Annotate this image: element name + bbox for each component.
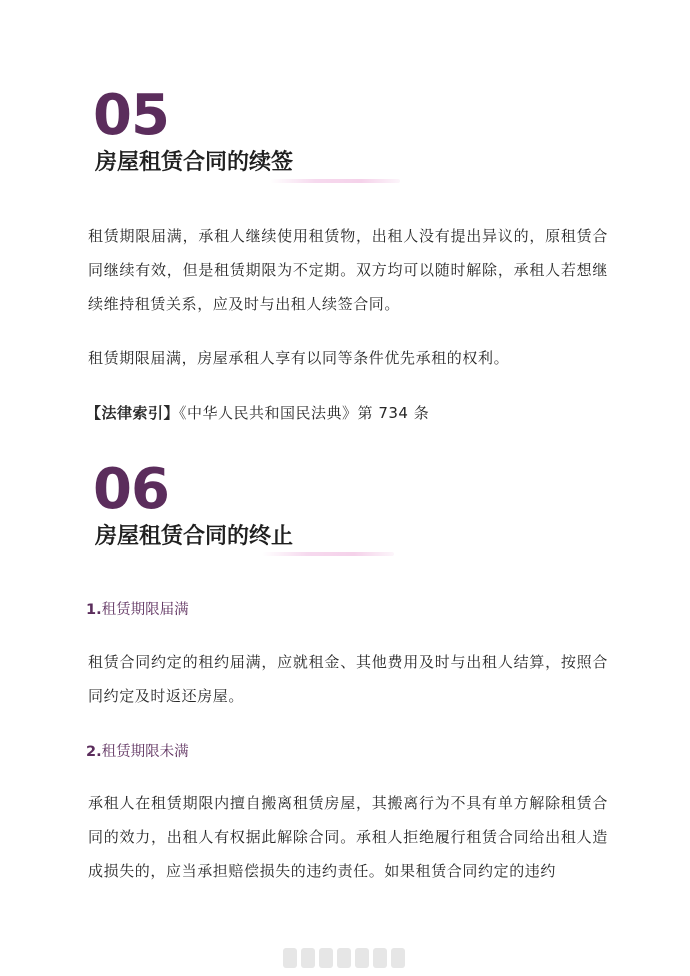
- subheading-text: 租赁期限届满: [101, 602, 189, 618]
- paragraph-renewal-1: 租赁期限届满，承租人继续使用租赁物，出租人没有提出异议的，原租赁合同继续有效，但是租赁期限为不定期。双方均可以随时解除，承租人若想继续维持租赁关系，应及时与出租人续签合同。: [88, 227, 608, 313]
- legal-index-tag: 【法律索引】: [86, 404, 180, 422]
- legal-article-suffix: 条: [413, 404, 430, 422]
- legal-article-number: 734: [378, 404, 409, 422]
- section-title-termination: 房屋租赁合同的终止: [95, 523, 294, 549]
- paragraph-renewal-2: 租赁期限届满，房屋承租人享有以同等条件优先承租的权利。: [88, 349, 510, 367]
- title-underline: [270, 179, 400, 183]
- subheading-number: 1.: [86, 602, 102, 618]
- subheading-text: 租赁期限未满: [101, 744, 189, 760]
- paragraph-expired: 租赁合同约定的租约届满，应就租金、其他费用及时与出租人结算，按照合同约定及时返还房屋。: [88, 653, 608, 705]
- section-number-05: 05: [93, 83, 169, 148]
- subheading-expired: [86, 598, 189, 619]
- section-number-06: 06: [93, 457, 169, 522]
- subheading-number: 2.: [86, 744, 102, 760]
- legal-index-source: 《中华人民共和国民法典》第: [179, 404, 374, 422]
- legal-index: [86, 402, 429, 423]
- section-title-renewal: 房屋租赁合同的续签: [95, 149, 294, 175]
- subheading-not-expired: [86, 740, 189, 761]
- title-underline: [262, 552, 394, 556]
- watermark-logo: [283, 946, 405, 970]
- paragraph-not-expired: 承租人在租赁期限内擅自搬离租赁房屋，其搬离行为不具有单方解除租赁合同的效力，出租人有权据此解除合同。承租人拒绝履行租赁合同给出租人造成损失的，应当承担赔偿损失的违约责任。如果租赁合同约定的违约: [88, 794, 608, 880]
